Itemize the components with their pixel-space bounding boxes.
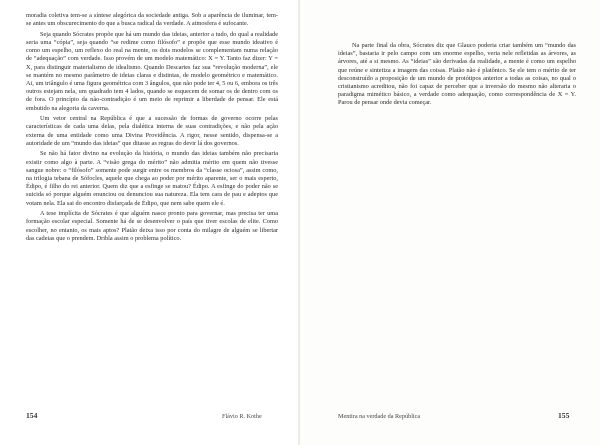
- left-paragraph-1: moradia coletiva tem-se a síntese alegórica da sociedade antiga. Sob a aparência de iluminar, tem-se antes um obscurecimento do que a busca radical da verdade. A atmosfera é sufocante.: [26, 12, 278, 28]
- right-running-head: Mentira na verdade da República: [338, 413, 421, 420]
- right-paragraph-1: Na parte final da obra, Sócrates diz que Glauco poderia criar também um “mundo das ideias”, bastaria ir pelo campo com um enorme espelho, veria nele refletidas as árvores, as árvores, até a si mesmo. As “ideias” são derivadas da realidade, a mente é como um espelho que reúne e sintetiza a imagem das coisas. Platão não é platônico. Se ele tem o mérito de ter desconstruído a proposição de um mundo de protótipos anterior a todas as coisas, no qual o cristianismo acreditou, não foi capaz de perceber que a inversão do mesmo não alteraria o paradigma mimético básico, a verdade como adequação, como correspondência de X = Y. Parou de pensar onde devia começar.: [338, 42, 576, 107]
- left-paragraph-4: Se não há fator divino na evolução da história, o mundo das ideias também não precisaria existir como algo à parte. A “visão grega do mérito” não admitia mérito em quem não tivesse sangue nobre: o “filósofo” somente pode surgir entre os membros da “classe ociosa”, assim como, na trilogia tebana de Sófocles, aquele que chega ao poder por mérito aparente, ser o mais esperto, Édipo, é filho do rei anterior. Quem diz que a esfinge se matou? Édipo. A esfinge do poder não se suicida só porque alguém enunciou ou denunciou sua natureza. Ela tem cara de pau e adeptos que votam nela. Ela sai do encontro disfarçada de Édipo, que nem sabe quem ele é.: [26, 150, 278, 207]
- right-page-body: [338, 42, 576, 110]
- right-page: [300, 0, 600, 445]
- left-running-head: Flávio R. Kothe: [222, 413, 262, 420]
- left-paragraph-2: Seja quando Sócrates propõe que há um mundo das ideias, anterior a tudo, do qual a realidade seria uma “cópia”, seja quando “se redime como filósofo” e propõe que esse mundo ideativo é como um espelho, um reflexo do real na mente, os dois modelos se complementam numa relação de “adequação” com verdade. Isso provém de um modelo matemático: X = Y. Tanto faz dizer: Y = X, para distinguir materialismo de idealismo. Quando Descartes faz sua “revolução moderna”, ele se mantém no mesmo parâmetro de ideias claras e distintas, de modelo geométrico e matemático. Ai, um triângulo é uma figura geométrica com 3 ângulos, que não pode ter 4, 5 ou 6, embora os três outros estejam nela, um quadrado tem 4 lados, quando se esquecem de somar os de dentro com os de fora. O princípio da não-contradição é um meio de reprimir a liberdade de pensar. Ele está embutido na alegoria da caverna.: [26, 30, 278, 112]
- right-page-number: 155: [558, 411, 570, 420]
- left-page-body: [26, 12, 278, 245]
- left-paragraph-5: A tese implícita de Sócrates é que alguém nasce pronto para governar, mas precisa ter uma formação escolar especial. Somente há de se desenvolver o país que tiver escolas de elite. Como escolher, no entanto, os mais aptos? Platão deixa isso por conta do milagre de alguém se libertar das cadeias que o prendem. Dribla assim o problema político.: [26, 210, 278, 242]
- left-page-number: 154: [26, 411, 38, 420]
- left-paragraph-3: Um vetor central na República é que a sucessão de formas de governo ocorre pelas características de cada uma delas, pela dialética interna de suas contradições, e não pela ação externa de uma entidade como uma Divina Providência. A rigor, nesse sentido, dispensa-se a autoridade de um “mundo das ideias” que ditasse as regras do devir lá dos governos.: [26, 115, 278, 147]
